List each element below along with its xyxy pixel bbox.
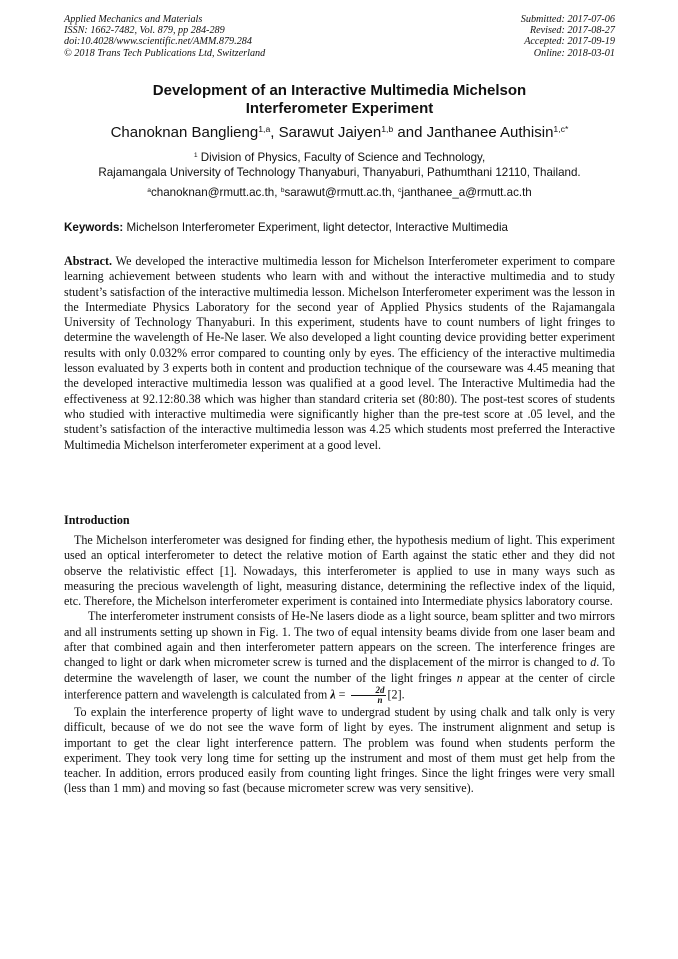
journal-issn: ISSN: 1662-7482, Vol. 879, pp 284-289 [64, 25, 225, 37]
fraction-denominator: n [377, 694, 383, 705]
paragraph: The Michelson interferometer was designed for finding ether, the hypothesis medium of light. This experiment used an optical interferometer to detect the relative motion of Earth against the static ether and they did not observe the relativistic effect [1]. Nowadays, this interferometer is applied to use in many ways such as measuring the precious wavelength of light, measuring distance, determining the reflective index of the liquid, etc. Therefore, the Michelson interferometer experiment is contained into Intermediate physics laboratory course. [64, 533, 615, 609]
email-link[interactable]: sarawut@rmutt.ac.th [284, 186, 392, 199]
formula-fraction [351, 686, 386, 705]
journal-doi: doi:10.4028/www.scientific.net/AMM.879.284 [64, 36, 252, 48]
paragraph: To explain the interference property of light wave to undergrad student by using chalk and talk only is very difficult, because of we do not see the wave form of light by eyes. The instrument alignment and setup is important to get the clear light interference pattern. The problem was found when students perform the experiment. They took very long time for setting up the instrument and most of them must get help from the teacher. In addition, errors produced easily from counting light fringes. Since the light fringes were very small (less than 1 mm) and moving so fast (because micrometer screw was very sensitive). [64, 704, 615, 796]
publication-dates [521, 14, 615, 59]
email-mark: b [280, 186, 285, 194]
author-affil-mark: 1,b [381, 123, 394, 134]
author-name: Sarawut Jaiyen [278, 124, 382, 141]
author-list [64, 124, 615, 142]
email-mark: c [398, 186, 402, 194]
date-online: Online: 2018-03-01 [533, 47, 615, 59]
affiliation-line-1: Division of Physics, Faculty of Science and Technology, [197, 151, 486, 164]
keywords-label: Keywords: [64, 221, 124, 234]
affiliation [54, 150, 625, 180]
keywords-text: Michelson Interferometer Experiment, light detector, Interactive Multimedia [123, 221, 508, 234]
email-mark: a [147, 186, 151, 194]
variable-n: n [456, 670, 463, 685]
title-line-2: Interferometer Experiment [245, 100, 434, 117]
affiliation-line-2: Rajamangala University of Technology Thanyaburi, Thanyaburi, Pathumthani 12110, Thailand. [98, 166, 581, 179]
author-separator: and [393, 124, 427, 141]
author-separator: , [270, 124, 279, 141]
date-revised: Revised: 2017-08-27 [529, 25, 615, 37]
journal-info [64, 14, 265, 59]
paragraph-text: . To determine the wavelength of laser, we count the number of the light fringes [64, 655, 616, 685]
email-link[interactable]: chanoknan@rmutt.ac.th [150, 186, 275, 199]
section-heading-introduction: Introduction [64, 513, 130, 527]
journal-name: Applied Mechanics and Materials [64, 14, 203, 25]
email-separator: , [391, 186, 399, 199]
abstract-label: Abstract. [64, 254, 113, 268]
formula-equals: = [335, 687, 349, 702]
journal-copyright: © 2018 Trans Tech Publications Ltd, Switzerland [64, 47, 266, 59]
formula-lambda: λ [330, 687, 336, 702]
author-name: Chanoknan Banglieng [110, 124, 259, 141]
paper-title [64, 82, 615, 118]
email-separator: , [274, 186, 281, 199]
date-accepted: Accepted: 2017-09-19 [524, 36, 615, 48]
title-line-1: Development of an Interactive Multimedia Michelson [152, 82, 527, 99]
fraction-numerator: 2d [351, 686, 386, 696]
abstract [64, 254, 615, 453]
paragraph [64, 609, 615, 704]
author-emails [64, 186, 615, 200]
author-affil-mark: 1,c* [553, 123, 569, 134]
email-link[interactable]: janthanee_a@rmutt.ac.th [401, 186, 532, 199]
affiliation-mark: 1 [193, 151, 198, 159]
introduction-body [64, 533, 615, 797]
paragraph-text: The interferometer instrument consists of He-Ne lasers diode as a light source, beam splitter and two mirrors and all instruments setting up shown in Fig. 1. The two of equal intensity beams divide from one laser beam and after that combined again and then interferometer pattern appears on the screen. The interference fringes are changed to light or dark when micrometer screw is turned and the displacement of the mirror is changed to [64, 609, 615, 670]
keywords [64, 221, 615, 235]
author-affil-mark: 1,a [258, 123, 271, 134]
variable-d: d [590, 655, 597, 670]
abstract-text: We developed the interactive multimedia lesson for Michelson Interferometer experiment to compare learning achievement between students who learn with and without the interactive multimedia and to study student’s satisfaction of the interactive multimedia lesson. Michelson Interferometer experiment was the lesson in the Intermediate Physics Laboratory for the second year of Applied Physics students of the Rajamangala University of Technology Thanyaburi. In this experiment, students have to count numbers of light fringes to determine the wavelength of He-Ne laser. We also developed a light counting device providing better experiment results with only 0.032% error compared to counting only by eyes. The efficiency of the interactive multimedia lesson evaluated by 3 experts both in content and production technique of the courseware was 4.45 meaning that the developed interactive multimedia lesson was qualified at a good level. The Interactive Multimedia had the effectiveness at 92.12:80.38 which was higher than standard criteria set (80:80). The post-test scores of students who studied with interactive multimedia were significantly higher than the pre-test score at .05 level, and the student’s satisfaction of the interactive multimedia lesson was 4.25 which students most preferred the Interactive Multimedia Michelson interferometer experiment at a good level. [64, 254, 615, 452]
paragraph-text: appear at the center of circle interference pattern and wavelength is calculated from [64, 670, 615, 702]
citation-ref: [2]. [387, 687, 405, 702]
author-name: Janthanee Authisin [426, 124, 554, 141]
date-submitted: Submitted: 2017-07-06 [520, 14, 615, 25]
